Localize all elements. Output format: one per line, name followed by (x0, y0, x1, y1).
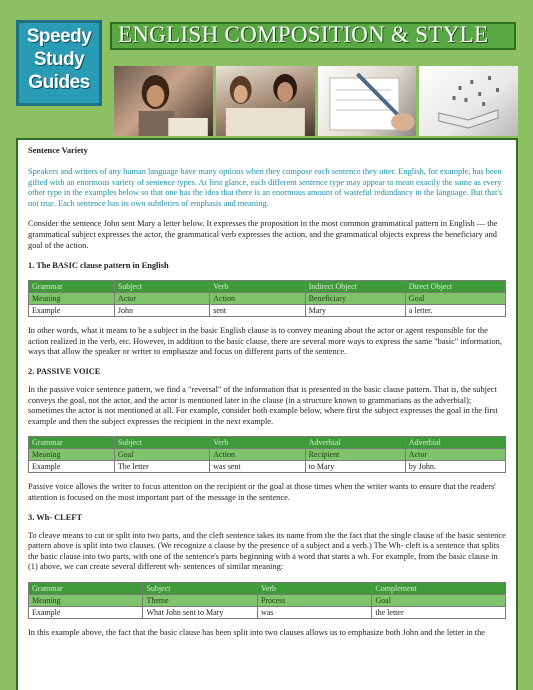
table-cell: Indirect Object (305, 281, 405, 293)
table-cell: Subject (143, 582, 257, 594)
table-cell: Direct Object (405, 281, 505, 293)
table-cell: Recipient (305, 449, 405, 461)
heading-basic-clause: 1. The BASIC clause pattern in English (28, 261, 169, 271)
table-row (29, 582, 506, 594)
table-cell: Example (29, 461, 115, 473)
table-wh-cleft (28, 582, 506, 619)
table-row (29, 293, 506, 305)
table-cell: Adverbial (305, 437, 405, 449)
table-cell: Subject (114, 281, 209, 293)
table-row (29, 437, 506, 449)
logo-line-1: Speedy (26, 26, 92, 47)
table-cell: Meaning (29, 449, 115, 461)
table-cell: Actor (114, 293, 209, 305)
paragraph-4: Passive voice allows the writer to focus attention on the recipient or the goal at those times when the writer wants to ensure that the readers' attention is focused on the most important part of the message in the sentence. (28, 482, 496, 502)
table-cell: Beneficiary (305, 293, 405, 305)
photo-students-writing (216, 66, 315, 136)
table-cell: Grammar (29, 281, 115, 293)
table-cell: Verb (210, 437, 305, 449)
table-cell: Process (257, 594, 371, 606)
table-cell: Grammar (29, 582, 143, 594)
intro-paragraph: Speakers and writers of any human language have many options when they compose each sentence they utter. English, for example, has been gifted with an enormous variety of sentence types. At first glance, each different sentence type may appear to mean exactly the same as every other type in the examples below so that one has the idea that there is an enormous amount of wasteful redundancy in the language. But that's not true. Each sentence has its own subtleties of emphasis and meaning. (28, 167, 503, 208)
table-cell: Goal (405, 293, 505, 305)
table-cell: Verb (210, 281, 305, 293)
table-row (29, 305, 506, 317)
table-cell: a letter. (405, 305, 505, 317)
paragraph-2: In other words, what it means to be a subject in the basic English clause is to convey meaning about the actor or agent responsible for the action realized in the verb, etc. However, in addition to the basic clause, there are several more ways to express the same "basic" information, ways that allow the speaker or writer to emphasize and focus on different parts of the sentence. (28, 326, 502, 357)
table-cell: Theme (143, 594, 257, 606)
table-cell: Complement (372, 582, 506, 594)
table-cell: Example (29, 606, 143, 618)
table-cell: Example (29, 305, 115, 317)
table-cell: Grammar (29, 437, 115, 449)
table-cell: Meaning (29, 293, 115, 305)
table-row (29, 606, 506, 618)
table-cell: the letter (372, 606, 506, 618)
table-row (29, 281, 506, 293)
header-photo-strip (114, 66, 518, 136)
table-cell: was sent (210, 461, 305, 473)
table-cell: Actor (405, 449, 505, 461)
table-passive-voice (28, 436, 506, 473)
page-title: ENGLISH COMPOSITION & STYLE (118, 22, 489, 47)
table-cell: The letter (114, 461, 209, 473)
table-cell: was (257, 606, 371, 618)
table-row (29, 461, 506, 473)
table-cell: to Mary (305, 461, 405, 473)
table-cell: John (114, 305, 209, 317)
section-heading: Sentence Variety (28, 146, 88, 155)
speedy-study-guides-logo (16, 20, 102, 106)
table-cell: What John sent to Mary (143, 606, 257, 618)
table-cell: Meaning (29, 594, 143, 606)
paragraph-6: In this example above, the fact that the basic clause has been split into two clauses allows us to emphasize both John and the letter in the (28, 627, 486, 637)
photo-student-studying (114, 66, 213, 136)
table-cell: Subject (114, 437, 209, 449)
content-panel (16, 138, 518, 690)
table-basic-clause (28, 280, 506, 317)
table-cell: Adverbial (405, 437, 505, 449)
photo-flying-letters-book (419, 66, 518, 136)
paragraph-5: To cleave means to cut or split into two parts, and the cleft sentence takes its name from the the fact that the single clause of the basic sentence pattern above is split into two clauses. (We recognize a clause by the presence of a subject and a verb.) The Wh- cleft is a sentence that splits the basic clause into two parts, with one of the sentence's parts beginning with a word that starts a wh. For example, from the basic clause in (1) above, we can create several different wh- sentences of similar meaning: (28, 530, 506, 572)
table-cell: sent (210, 305, 305, 317)
table-cell: Verb (257, 582, 371, 594)
photo-hand-writing-notebook (318, 66, 417, 136)
logo-line-3: Guides (28, 72, 90, 93)
logo-line-2: Study (33, 49, 85, 70)
heading-wh-cleft: 3. Wh- CLEFT (28, 512, 83, 522)
table-cell: Goal (114, 449, 209, 461)
table-cell: Action (210, 293, 305, 305)
table-cell: by John. (405, 461, 505, 473)
heading-passive-voice: 2. PASSIVE VOICE (28, 366, 101, 376)
table-row (29, 449, 506, 461)
paragraph-3: In the passive voice sentence pattern, we find a "reversal" of the information that is presented in the basic clause pattern. That is, the subject conveys the goal, not the actor, and the actor is mentioned later in the clause (in a structure known to grammarians as the adverbial); sometimes the actor is not mentioned at all. For example, consider both example below, where first the subject expresses the goal in the first example and then the subject expresses the recipient in the next example. (28, 384, 498, 426)
table-row (29, 594, 506, 606)
table-cell: Goal (372, 594, 506, 606)
table-cell: Mary (305, 305, 405, 317)
paragraph-1: Consider the sentence John sent Mary a letter below. It expresses the proposition in the most common grammatical pattern in English — the grammatical subject expresses the actor, the grammatical verb expresses the action, and the grammatical objects express the beneficiary and goal of the action. (28, 219, 498, 250)
table-cell: Action (210, 449, 305, 461)
